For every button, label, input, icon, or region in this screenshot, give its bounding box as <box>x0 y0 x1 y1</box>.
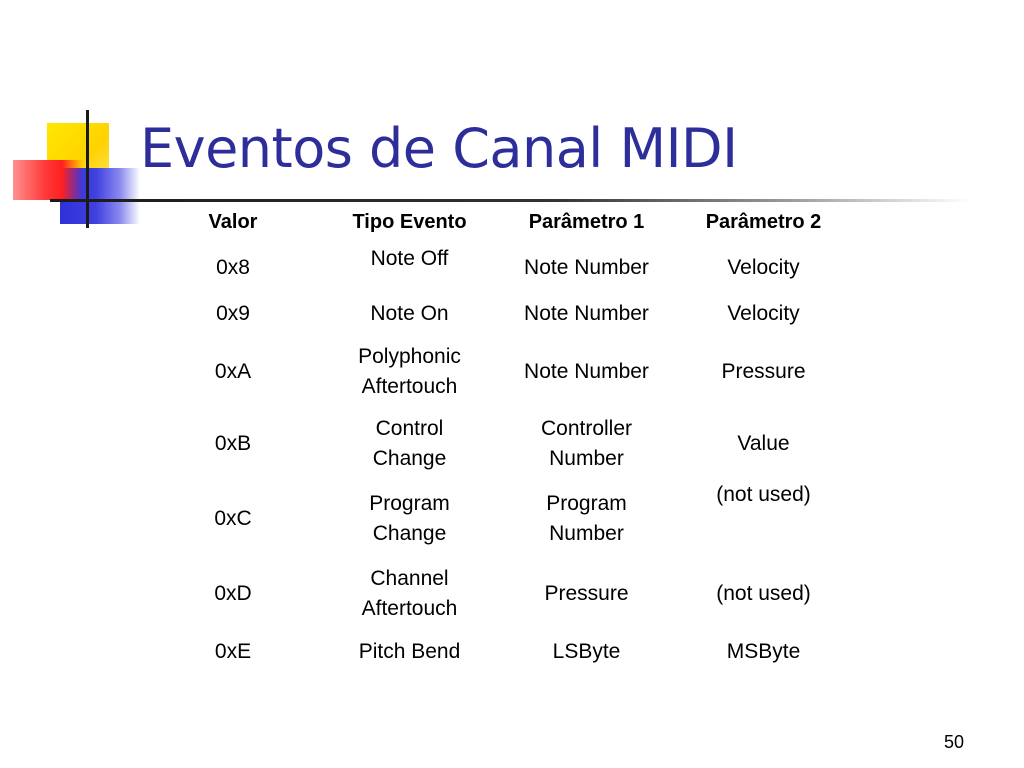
cell-tipo-evento <box>321 244 498 292</box>
cell-line-2: Change <box>372 522 447 545</box>
cell-parametro-2: (not used) <box>716 582 811 605</box>
cell-tipo-evento: Note On <box>370 302 449 325</box>
page-number: 50 <box>943 732 964 752</box>
cell-tipo-evento: Pitch Bend <box>358 640 461 663</box>
cell-parametro-2: (not used) <box>716 483 811 506</box>
logo-vertical-line <box>86 110 89 228</box>
cell-parametro-1: Note Number <box>524 360 649 383</box>
cell-valor: 0xC <box>214 507 252 530</box>
cell-line-1: Program <box>546 492 627 515</box>
cell-parametro-1: Note Number <box>524 302 649 325</box>
table-row <box>145 558 852 630</box>
cell-parametro-2: Velocity <box>727 302 800 325</box>
cell-parametro-1: Pressure <box>544 582 629 605</box>
logo-red-square <box>13 160 83 200</box>
cell-valor: 0x8 <box>216 256 250 279</box>
cell-parametro-2: Pressure <box>721 360 806 383</box>
cell-valor: 0x9 <box>216 302 250 325</box>
table-row <box>145 336 852 408</box>
table-header-row <box>145 200 852 244</box>
table-row <box>145 480 852 558</box>
cell-parametro-2: Velocity <box>727 256 800 279</box>
cell-line-1: Channel <box>370 567 449 590</box>
table-row <box>145 292 852 336</box>
cell-tipo-evento <box>321 480 498 558</box>
cell-parametro-1: LSByte <box>552 640 621 663</box>
cell-line-1: Controller <box>540 417 633 440</box>
table-row <box>145 244 852 292</box>
cell-line-2: Aftertouch <box>361 375 458 398</box>
table-row <box>145 630 852 674</box>
cell-valor: 0xE <box>214 640 252 663</box>
slide-title: Eventos de Canal MIDI <box>140 117 738 180</box>
cell-line-2: Change <box>372 447 447 470</box>
midi-events-table <box>145 200 852 674</box>
cell-tipo-evento <box>321 558 498 630</box>
header-parametro-1: Parâmetro 1 <box>528 211 645 233</box>
cell-tipo-evento <box>321 408 498 480</box>
cell-parametro-1 <box>498 408 675 480</box>
cell-valor: 0xB <box>214 432 252 455</box>
header-tipo-evento: Tipo Evento <box>352 211 467 233</box>
cell-line-2: Number <box>549 522 624 545</box>
cell-parametro-2: Value <box>737 432 790 455</box>
cell-line-1: Polyphonic <box>358 345 461 368</box>
header-valor: Valor <box>208 211 258 233</box>
cell-line-2: Aftertouch <box>361 597 458 620</box>
cell-parametro-1: Note Number <box>524 256 649 279</box>
header-parametro-2: Parâmetro 2 <box>705 211 822 233</box>
cell-valor: 0xD <box>214 582 252 605</box>
table-row <box>145 408 852 480</box>
cell-tipo-evento <box>321 336 498 408</box>
cell-parametro-2: MSByte <box>726 640 801 663</box>
cell-parametro-1 <box>498 480 675 558</box>
cell-line-2: Number <box>549 447 624 470</box>
cell-valor: 0xA <box>214 360 252 383</box>
cell-line-1: Program <box>369 492 450 515</box>
cell-text: Note Off <box>370 247 449 270</box>
cell-line-1: Control <box>375 417 444 440</box>
